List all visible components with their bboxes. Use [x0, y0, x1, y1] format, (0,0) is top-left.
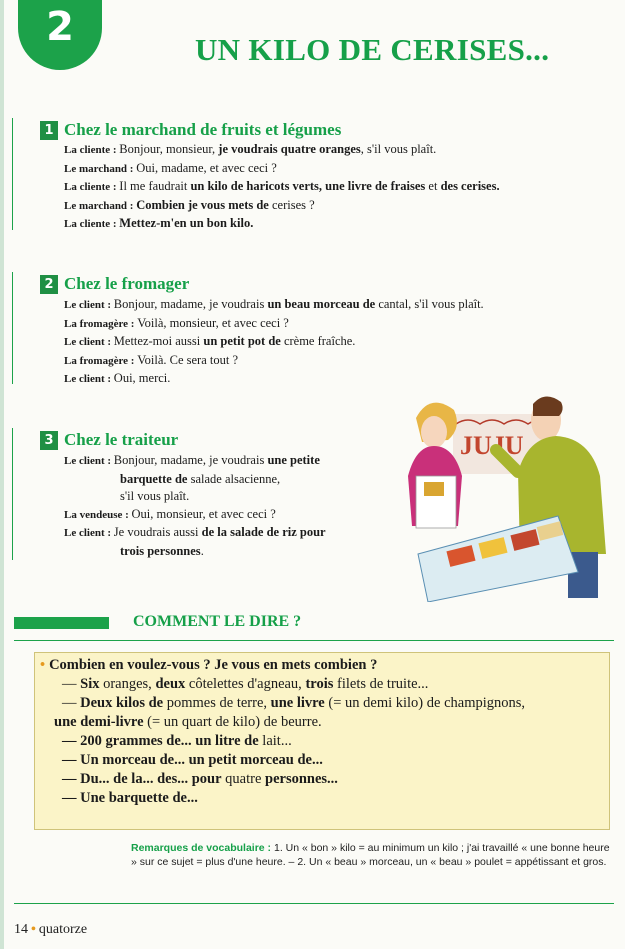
dialogue-line — [64, 333, 484, 352]
speaker-label: Le marchand : — [64, 199, 137, 212]
text-run: — — [62, 695, 81, 711]
section-3-header — [40, 429, 178, 451]
speaker-label: La cliente : — [64, 144, 120, 156]
text-run: une demi-livre — [54, 714, 144, 730]
comment-le-dire-bar — [14, 617, 109, 629]
text-run: — Une barquette de... — [62, 790, 198, 806]
speaker-label: Le client : — [64, 336, 114, 348]
speaker-label: La fromagère : — [64, 317, 138, 330]
dialogue-line — [64, 352, 484, 371]
expression-line — [40, 732, 525, 751]
text-run: Il me faudrait — [119, 179, 191, 193]
comment-le-dire-title: COMMENT LE DIRE ? — [133, 613, 302, 630]
section-1-title: Chez le marchand de fruits et légumes — [64, 120, 342, 139]
dialogue-line — [64, 506, 326, 525]
text-run: Bonjour, madame, je voudrais — [113, 453, 268, 467]
section-3-rule — [12, 428, 13, 560]
speaker-label: Le client : — [64, 527, 114, 539]
text-run: . — [200, 543, 204, 558]
unit-badge — [18, 0, 102, 70]
text-run: — 200 grammes de... un litre de — [62, 733, 259, 749]
section-2-rule — [12, 272, 13, 384]
text-run: pommes de terre, — [163, 695, 271, 711]
text-run: Je voudrais aussi — [113, 525, 202, 539]
expression-line — [40, 713, 525, 732]
sausage-label: JUJU — [460, 431, 524, 460]
speaker-label: Le client : — [64, 299, 114, 311]
unit-number: 2 — [46, 4, 74, 50]
speaker-label: La cliente : — [64, 181, 120, 193]
text-run: de la salade de riz pour — [201, 525, 326, 539]
text-run: une livre — [270, 695, 325, 711]
remarks-label: Remarques de vocabulaire : — [131, 842, 272, 854]
dialogue-line — [64, 543, 326, 561]
section-3-number: 3 — [40, 431, 58, 450]
text-run: Oui, monsieur, et avec ceci ? — [131, 506, 276, 521]
text-run: Combien en voulez-vous ? Je vous en mets combien ? — [49, 657, 378, 673]
expression-line — [40, 656, 525, 675]
text-run: (= un demi kilo) de champignons, — [324, 695, 526, 711]
section-1-header — [40, 119, 341, 141]
vocabulary-remarks — [131, 842, 611, 869]
expression-line — [40, 770, 525, 789]
dialogue-line — [64, 215, 500, 234]
page-word: quatorze — [38, 922, 88, 937]
section-1-dialogue — [64, 141, 500, 234]
expression-line — [40, 675, 525, 694]
text-run: — — [62, 676, 81, 692]
dialogue-line — [64, 315, 484, 334]
text-run: un kilo de haricots verts, une livre de fraises — [190, 179, 426, 193]
footer-rule — [14, 903, 614, 904]
section-2-title: Chez le fromager — [64, 274, 190, 293]
expression-line — [40, 789, 525, 808]
section-3-title: Chez le traiteur — [64, 430, 179, 449]
section-2-number: 2 — [40, 275, 58, 294]
page-footer — [14, 922, 87, 938]
bullet-icon: • — [31, 922, 36, 937]
text-run: Oui, madame, et avec ceci ? — [136, 160, 277, 175]
text-run: et — [425, 179, 441, 193]
dialogue-line — [64, 178, 500, 197]
text-run: je voudrais quatre oranges — [218, 142, 361, 156]
text-run: trois — [305, 676, 334, 692]
text-run: crème fraîche. — [280, 334, 356, 348]
text-run: — Du... de la... des... pour — [62, 771, 222, 787]
text-run: quatre — [221, 771, 266, 787]
speaker-label: La vendeuse : — [64, 508, 132, 521]
text-run: trois personnes — [120, 543, 201, 558]
speaker-label: La fromagère : — [64, 354, 138, 367]
text-run: lait... — [258, 733, 292, 749]
speaker-label: Le client : — [64, 455, 114, 467]
section-1-number: 1 — [40, 121, 58, 140]
text-run: Voilà, monsieur, et avec ceci ? — [137, 315, 289, 330]
expressions-list — [40, 656, 525, 808]
text-run: — Un morceau de... un petit morceau de... — [62, 752, 323, 768]
section-3-dialogue — [64, 452, 326, 560]
expression-line — [40, 694, 525, 713]
comment-le-dire-rule — [14, 640, 614, 641]
text-run: une petite — [267, 453, 320, 467]
page-title: UN KILO DE CERISES... — [195, 32, 550, 67]
section-1-rule — [12, 118, 13, 230]
text-run: barquette de — [120, 471, 188, 486]
page-edge — [0, 0, 4, 949]
section-2-header — [40, 273, 189, 295]
deli-counter-illustration — [398, 384, 620, 602]
dialogue-line — [64, 471, 326, 489]
text-run: Mettez-moi aussi — [113, 334, 204, 348]
text-run: des cerises. — [440, 179, 500, 193]
text-run: , s'il vous plaît. — [360, 142, 437, 156]
text-run: Deux kilos de — [80, 695, 164, 711]
page-number: 14 — [14, 922, 28, 937]
section-2-dialogue — [64, 296, 484, 389]
dialogue-line — [64, 488, 326, 506]
speaker-label: Le marchand : — [64, 162, 137, 175]
text-run: Bonjour, monsieur, — [119, 142, 219, 156]
dialogue-line — [64, 160, 500, 179]
text-run: cantal, s'il vous plaît. — [375, 297, 484, 311]
text-run: Oui, merci. — [113, 371, 171, 385]
text-run: oranges, — [99, 676, 156, 692]
dialogue-line — [64, 141, 500, 160]
remarks-text: 1. Un « bon » kilo = au minimum un kilo ; j'ai travaillé « une bonne heure » sur ce sujet = plus d'une heure. – 2. Un « beau » morceau, un « beau » poulet = appétissant et gros. — [131, 842, 610, 868]
dialogue-line — [64, 296, 484, 315]
dialogue-line — [64, 524, 326, 543]
text-run: (= un quart de kilo) de beurre. — [143, 714, 322, 730]
text-run: Mettez-m'en un bon kilo. — [119, 216, 254, 230]
bullet-icon: • — [40, 657, 46, 673]
speaker-label: Le client : — [64, 373, 114, 385]
text-run: un beau morceau de — [267, 297, 376, 311]
text-run: Six — [80, 676, 100, 692]
text-run: Combien je vous mets de — [136, 197, 269, 212]
expression-line — [40, 751, 525, 770]
text-run: personnes... — [265, 771, 338, 787]
text-run: s'il vous plaît. — [120, 489, 190, 503]
text-run: côtelettes d'agneau, — [185, 676, 306, 692]
dialogue-line — [64, 197, 500, 216]
text-run: cerises ? — [268, 197, 315, 212]
text-run: un petit pot de — [203, 334, 281, 348]
speaker-label: La cliente : — [64, 218, 120, 230]
text-run: Voilà. Ce sera tout ? — [137, 352, 239, 367]
text-run: filets de truite... — [333, 676, 429, 692]
text-run: salade alsacienne, — [187, 471, 281, 486]
text-run: Bonjour, madame, je voudrais — [113, 297, 268, 311]
text-run: deux — [155, 676, 186, 692]
dialogue-line — [64, 452, 326, 471]
